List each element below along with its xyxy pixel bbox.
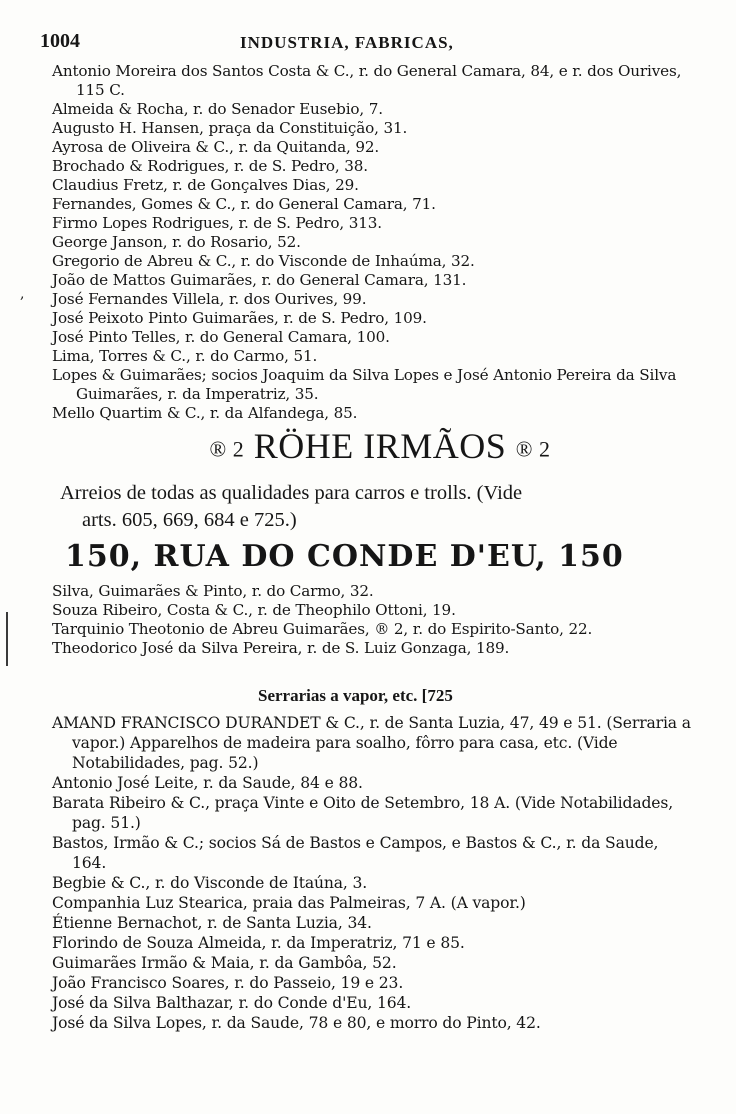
firm-name: RÖHE IRMÃOS bbox=[253, 426, 507, 466]
list-item: Companhia Luz Stearica, praia das Palmeiras, 7 A. (A vapor.) bbox=[52, 894, 526, 912]
list-item: José Fernandes Villela, r. dos Ourives, 99. bbox=[52, 290, 367, 308]
advertisement-line-1: Arreios de todas as qualidades para carros e trolls. (Vide bbox=[60, 482, 523, 504]
list-item: Tarquinio Theotonio de Abreu Guimarães, ® 2, r. do Espirito-Santo, 22. bbox=[52, 620, 593, 638]
list-item: Gregorio de Abreu & C., r. do Visconde de Inhaúma, 32. bbox=[52, 252, 475, 270]
margin-rule bbox=[6, 612, 8, 666]
list-item: Florindo de Souza Almeida, r. da Imperatriz, 71 e 85. bbox=[52, 934, 465, 952]
list-item: Theodorico José da Silva Pereira, r. de S. Luiz Gonzaga, 189. bbox=[52, 639, 510, 657]
list-item: José Peixoto Pinto Guimarães, r. de S. Pedro, 109. bbox=[52, 309, 427, 327]
entry-list-lower bbox=[52, 713, 692, 1033]
list-item: Guimarães Irmão & Maia, r. da Gambôa, 52. bbox=[52, 954, 397, 972]
advertisement-description bbox=[60, 480, 700, 534]
list-item: Barata Ribeiro & C., praça Vinte e Oito de Setembro, 18 A. (Vide Notabilidades, pag. 51.) bbox=[52, 794, 674, 832]
entry-list-upper bbox=[52, 62, 702, 423]
list-item: Antonio José Leite, r. da Saude, 84 e 88. bbox=[52, 774, 363, 792]
advertisement-title bbox=[60, 425, 700, 467]
registered-mark-suffix: ® 2 bbox=[515, 436, 551, 462]
list-item: Claudius Fretz, r. de Gonçalves Dias, 29. bbox=[52, 176, 359, 194]
list-item: João de Mattos Guimarães, r. do General Camara, 131. bbox=[52, 271, 467, 289]
list-item: João Francisco Soares, r. do Passeio, 19 e 23. bbox=[52, 974, 404, 992]
list-item: AMAND FRANCISCO DURANDET & C., r. de Santa Luzia, 47, 49 e 51. (Serraria a vapor.) Apparelhos de madeira para soalho, fôrro para casa, etc. (Vide Notabilidades, pag. 52.) bbox=[52, 714, 691, 772]
list-item: George Janson, r. do Rosario, 52. bbox=[52, 233, 301, 251]
list-item: Fernandes, Gomes & C., r. do General Camara, 71. bbox=[52, 195, 436, 213]
advertisement-line-2: arts. 605, 669, 684 e 725.) bbox=[82, 509, 297, 531]
list-item: Bastos, Irmão & C.; socios Sá de Bastos e Campos, e Bastos & C., r. da Saude, 164. bbox=[52, 834, 659, 872]
entry-list-middle bbox=[52, 582, 702, 658]
page-number: 1004 bbox=[40, 30, 80, 52]
list-item: Lopes & Guimarães; socios Joaquim da Silva Lopes e José Antonio Pereira da Silva Guimarães, r. da Imperatriz, 35. bbox=[52, 366, 677, 403]
margin-mark: , bbox=[20, 286, 25, 302]
list-item: Mello Quartim & C., r. da Alfandega, 85. bbox=[52, 404, 358, 422]
list-item: Begbie & C., r. do Visconde de Itaúna, 3. bbox=[52, 874, 368, 892]
page-header bbox=[40, 30, 696, 54]
list-item: José da Silva Lopes, r. da Saude, 78 e 80, e morro do Pinto, 42. bbox=[52, 1014, 541, 1032]
list-item: Augusto H. Hansen, praça da Constituição, 31. bbox=[52, 119, 408, 137]
list-item: José da Silva Balthazar, r. do Conde d'Eu, 164. bbox=[52, 994, 412, 1012]
list-item: José Pinto Telles, r. do General Camara, 100. bbox=[52, 328, 390, 346]
list-item: Lima, Torres & C., r. do Carmo, 51. bbox=[52, 347, 318, 365]
running-title: INDUSTRIA, FABRICAS, bbox=[240, 33, 454, 52]
advertisement-address: 150, RUA DO CONDE D'EU, 150 bbox=[65, 539, 624, 574]
list-item: Firmo Lopes Rodrigues, r. de S. Pedro, 313. bbox=[52, 214, 382, 232]
list-item: Brochado & Rodrigues, r. de S. Pedro, 38. bbox=[52, 157, 368, 175]
registered-mark-prefix: ® 2 bbox=[209, 436, 245, 462]
list-item: Souza Ribeiro, Costa & C., r. de Theophilo Ottoni, 19. bbox=[52, 601, 456, 619]
list-item: Ayrosa de Oliveira & C., r. da Quitanda, 92. bbox=[52, 138, 380, 156]
section-heading: Serrarias a vapor, etc. [725 bbox=[258, 686, 453, 705]
list-item: Antonio Moreira dos Santos Costa & C., r. do General Camara, 84, e r. dos Ourives, 115 C. bbox=[52, 62, 682, 99]
list-item: Étienne Bernachot, r. de Santa Luzia, 34. bbox=[52, 914, 372, 932]
list-item: Almeida & Rocha, r. do Senador Eusebio, 7. bbox=[52, 100, 383, 118]
list-item: Silva, Guimarães & Pinto, r. do Carmo, 32. bbox=[52, 582, 374, 600]
